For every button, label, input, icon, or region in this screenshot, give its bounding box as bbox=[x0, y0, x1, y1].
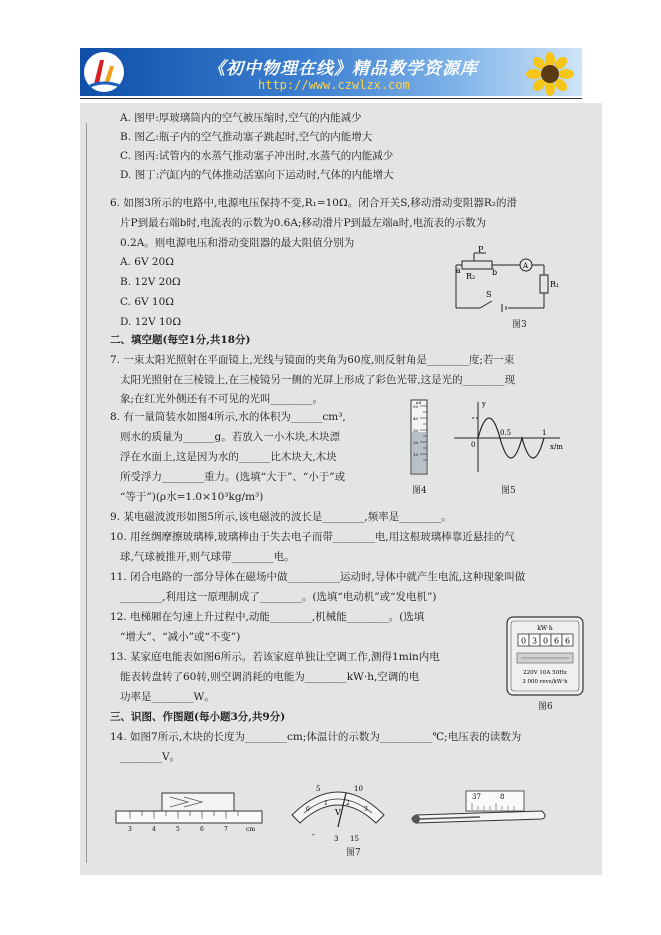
cylinder-unit: ml bbox=[416, 400, 422, 405]
q8-line-3: 浮在水面上,这是因为水的______比木块大,木块 bbox=[120, 451, 337, 463]
q11-line-2: ________,利用这一原理制成了________。(选填“电动机”或“发电机”) bbox=[120, 591, 437, 603]
q5-option-d: D. 图丁:汽缸内的气体推动活塞向下运动时,气体的内能增大 bbox=[120, 169, 394, 181]
switch-s bbox=[480, 301, 492, 308]
volt-terminal-15: 15 bbox=[350, 835, 359, 843]
figure-7-voltmeter bbox=[286, 775, 390, 845]
meter-rate: 3 000 revs/kW·h bbox=[522, 679, 568, 685]
cylinder-tick-10: 10 bbox=[413, 452, 419, 457]
volt-bottom-0: 0 bbox=[306, 806, 310, 813]
q13-line-1: 13. 某家庭电能表如图6所示。若该家庭单独让空调工作,测得1min内电 bbox=[110, 651, 440, 663]
section-3-heading: 三、识图、作图题(每小题3分,共9分) bbox=[110, 711, 286, 723]
figure-3-circuit bbox=[452, 243, 572, 325]
banner-title: 《初中物理在线》精品教学资源库 bbox=[208, 59, 478, 79]
q10-line-1: 10. 用丝绸摩擦玻璃棒,玻璃棒由于失去电子而带________电,用这根玻璃棒靠近悬挂的气 bbox=[110, 531, 515, 543]
ruler-tick-6: 6 bbox=[200, 826, 204, 833]
q9-line-1: 9. 某电磁波波形如图5所示,该电磁波的波长是________,频率是________。 bbox=[110, 511, 452, 523]
volt-terminal-neg: - bbox=[312, 830, 315, 839]
q8-line-4: 所受浮力________重力。(选填“大于”、“小于”或 bbox=[120, 471, 346, 483]
q8-line-5: “等于”)(ρ水=1.0×10³kg/m³) bbox=[120, 491, 264, 503]
q11-line-1: 11. 闭合电路的一部分导体在磁场中做__________运动时,导体中就产生电流,这种现象叫做 bbox=[110, 571, 526, 583]
q6-option-c: C. 6V 10Ω bbox=[120, 296, 175, 308]
wave-y-label: y bbox=[482, 400, 486, 408]
thermo-tick-8: 8 bbox=[500, 793, 505, 801]
wave-origin: 0 bbox=[471, 441, 476, 449]
cylinder-tick-30: 30 bbox=[413, 428, 419, 433]
q5-option-c: C. 图丙:试管内的水蒸气推动塞子冲出时,水蒸气的内能减少 bbox=[120, 150, 394, 162]
header-rule bbox=[80, 98, 582, 99]
ruler-tick-7: 7 bbox=[224, 826, 228, 833]
thermo-tick-37: 37 bbox=[472, 793, 481, 801]
q6-option-a: A. 6V 20Ω bbox=[120, 256, 174, 268]
wave-tick-05: 0.5 bbox=[500, 429, 512, 437]
section-2-heading: 二、填空题(每空1分,共18分) bbox=[110, 334, 251, 346]
q5-option-b: B. 图乙:瓶子内的空气推动塞子跳起时,空气的内能增大 bbox=[120, 131, 373, 143]
q5-option-a: A. 图甲:厚玻璃筒内的空气被压缩时,空气的内能减少 bbox=[120, 112, 362, 124]
q7-line-2: 太阳光照射在三棱镜上,在三棱镜另一侧的光屏上形成了彩色光带,这是光的________现 bbox=[120, 374, 516, 386]
page-margin-line bbox=[86, 123, 87, 863]
ruler-tick-5: 5 bbox=[176, 826, 180, 833]
resistor-r1 bbox=[540, 275, 548, 293]
meter-digit-3: 0 bbox=[542, 636, 549, 646]
figure-6-electric-meter bbox=[505, 615, 585, 697]
figure-5-wave-graph bbox=[452, 398, 572, 476]
q6-line-2: 片P到最右端b时,电流表的示数为0.6A;移动滑片P到最左端a时,电流表的示数为 bbox=[120, 217, 487, 229]
label-a: a bbox=[456, 266, 461, 275]
label-b: b bbox=[492, 268, 498, 277]
volt-top-10: 10 bbox=[354, 785, 363, 793]
volt-bottom-1: 1 bbox=[324, 800, 328, 807]
meter-digit-5: 6 bbox=[564, 636, 571, 646]
label-p: P bbox=[478, 245, 484, 254]
figure-3-caption: 图3 bbox=[512, 320, 527, 330]
header-banner bbox=[80, 48, 582, 96]
volt-bottom-3: 3 bbox=[364, 806, 368, 813]
sunflower-icon bbox=[522, 52, 578, 96]
q14-line-1: 14. 如图7所示,木块的长度为________cm;体温计的示数为__________℃;电压表的读数为 bbox=[110, 731, 522, 743]
wave-x-label: x/m bbox=[550, 443, 563, 451]
label-s: S bbox=[486, 290, 492, 299]
label-r2: R₂ bbox=[466, 272, 476, 281]
exam-paper-photo bbox=[80, 103, 602, 875]
site-logo-icon bbox=[82, 50, 126, 94]
q12-line-2: “增大”、“减小”或“不变”) bbox=[120, 631, 241, 643]
figure-7-caption: 图7 bbox=[346, 848, 361, 858]
label-r1: R₁ bbox=[550, 280, 560, 289]
meter-digit-4: 6 bbox=[553, 636, 560, 646]
volt-terminal-3: 3 bbox=[334, 835, 339, 843]
cylinder-tick-40: 40 bbox=[413, 416, 419, 421]
q12-line-1: 12. 电梯厢在匀速上升过程中,动能________,机械能________。(选填 bbox=[110, 611, 425, 623]
ruler-unit: cm bbox=[246, 826, 256, 833]
figure-6-caption: 图6 bbox=[538, 702, 553, 712]
q6-line-3: 0.2A。则电源电压和滑动变阻器的最大阻值分别为 bbox=[120, 237, 355, 249]
volt-top-5: 5 bbox=[316, 785, 321, 793]
figure-4-measuring-cylinder bbox=[408, 398, 432, 476]
label-ammeter: A bbox=[523, 262, 529, 270]
figure-4-caption: 图4 bbox=[412, 486, 427, 496]
volt-unit: V bbox=[335, 808, 341, 817]
q6-line-1: 6. 如图3所示的电路中,电源电压保持不变,R₁=10Ω。闭合开关S,移动滑动变阻器R₂的滑 bbox=[110, 197, 517, 209]
meter-digit-2: 3 bbox=[531, 636, 538, 646]
meter-digit-1: 0 bbox=[520, 636, 527, 646]
banner-url[interactable]: http://www.czwlzx.com bbox=[258, 78, 410, 92]
figure-7-clinical-thermometer bbox=[406, 789, 556, 829]
q8-line-1: 8. 有一量筒装水如图4所示,水的体积为______cm³, bbox=[110, 411, 346, 423]
q13-line-2: 能表转盘转了60转,则空调消耗的电能为________kW·h,空调的电 bbox=[120, 671, 420, 683]
ruler-tick-3: 3 bbox=[128, 826, 132, 833]
wood-block bbox=[162, 793, 234, 811]
q8-line-2: 则水的质量为______g。若放入一小木块,木块漂 bbox=[120, 431, 341, 443]
q10-line-2: 球,气球被推开,则气球带________电。 bbox=[120, 551, 295, 563]
meter-unit: kW·h bbox=[537, 625, 553, 632]
q7-line-1: 7. 一束太阳光照射在平面镜上,光线与镜面的夹角为60度,则反射角是________度;若一束 bbox=[110, 354, 515, 366]
q14-line-2: ________V。 bbox=[120, 751, 181, 763]
volt-bottom-2: 2 bbox=[346, 800, 350, 807]
q7-line-3: 象;在红光外侧还有不可见的光叫________。 bbox=[120, 393, 324, 405]
q6-option-d: D. 12V 10Ω bbox=[120, 316, 182, 328]
ruler-tick-4: 4 bbox=[152, 826, 156, 833]
meter-spec: 220V 10A 50Hz bbox=[523, 670, 567, 676]
rheostat-r2 bbox=[462, 261, 492, 269]
q13-line-3: 功率是________W。 bbox=[120, 691, 215, 703]
cylinder-tick-20: 20 bbox=[413, 440, 419, 445]
cylinder-tick-50: 50 bbox=[413, 404, 419, 409]
figure-7-ruler bbox=[114, 791, 264, 836]
q6-option-b: B. 12V 20Ω bbox=[120, 276, 181, 288]
figure-5-caption: 图5 bbox=[501, 486, 516, 496]
wave-tick-1: 1 bbox=[542, 429, 547, 437]
